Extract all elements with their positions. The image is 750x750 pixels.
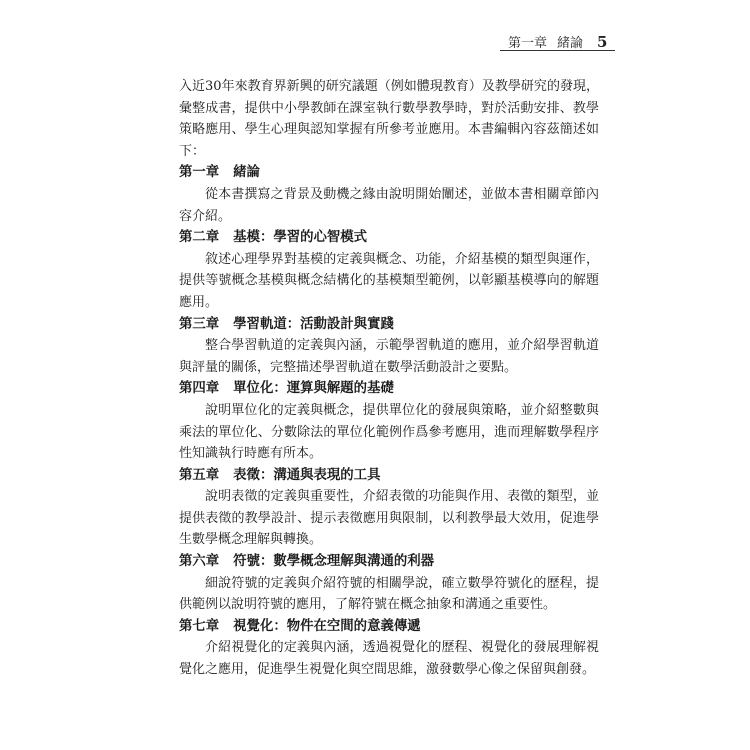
chapter-description: 介紹視覺化的定義與內涵，透過視覺化的歷程、視覺化的發展理解視覺化之應用，促進學生視覺化與空間思維，激發數學心像之保留與創發。 bbox=[179, 640, 599, 678]
chapter-heading bbox=[179, 314, 599, 336]
chapter-entry bbox=[179, 616, 599, 681]
chapter-title: 基模：學習的心智模式 bbox=[233, 229, 368, 246]
chapter-heading bbox=[179, 227, 599, 249]
chapter-description: 說明單位化的定義與概念，提供單位化的發展與策略，並介紹整數與乘法的單位化、分數除法的單位化範例作爲參考應用，進而理解數學程序性知識執行時應有所本。 bbox=[179, 402, 599, 462]
chapter-entry bbox=[179, 314, 599, 379]
chapter-entry bbox=[179, 227, 599, 313]
chapter-description: 敘述心理學界對基模的定義與概念、功能，介紹基模的類型與運作，提供等號概念基模與概念結構化的基模類型範例，以彰顯基模導向的解題應用。 bbox=[179, 251, 599, 310]
page-body bbox=[179, 76, 599, 681]
chapter-number: 第七章 bbox=[179, 617, 220, 634]
chapter-number: 第四章 bbox=[179, 380, 220, 397]
chapter-description: 從本書撰寫之背景及動機之緣由說明開始闡述，並做本書相關章節內容介紹。 bbox=[179, 186, 599, 224]
chapter-title: 視覺化：物件在空間的意義傳遞 bbox=[233, 617, 421, 634]
chapter-heading bbox=[179, 162, 599, 184]
chapter-title: 符號：數學概念理解與溝通的利器 bbox=[233, 553, 435, 570]
chapter-number: 第二章 bbox=[179, 229, 220, 246]
chapter-description: 整合學習軌道的定義與內涵，示範學習軌道的應用，並介紹學習軌道與評量的關係，完整描述學習軌道在數學活動設計之要點。 bbox=[179, 338, 599, 375]
chapter-number: 第六章 bbox=[179, 553, 220, 570]
intro-paragraph: 入近30年來教育界新興的研究議題（例如體現教育）及教學研究的發現，彙整成書，提供中小學教師在課室執行數學教學時，對於活動安排、教學策略應用、學生心理與認知掌握有所參考並應用。本書編輯內容茲簡述如下： bbox=[179, 79, 599, 159]
running-head bbox=[508, 32, 607, 51]
chapter-number: 第五章 bbox=[179, 466, 220, 483]
chapter-description: 細說符號的定義與介紹符號的相關學說，確立數學符號化的歷程，提供範例以說明符號的應用，了解符號在概念抽象和溝通之重要性。 bbox=[179, 575, 599, 613]
chapter-title: 單位化：運算與解題的基礎 bbox=[233, 380, 394, 397]
running-head-chapter: 第一章 bbox=[508, 36, 548, 51]
chapter-entry bbox=[179, 162, 599, 227]
page-number: 5 bbox=[597, 33, 608, 51]
chapter-title: 表徵：溝通與表現的工具 bbox=[233, 466, 381, 483]
chapter-title: 緒論 bbox=[233, 164, 260, 181]
chapter-entry bbox=[179, 378, 599, 464]
running-head-title: 緒論 bbox=[557, 36, 584, 51]
chapter-heading bbox=[179, 616, 599, 638]
chapter-description: 說明表徵的定義與重要性，介紹表徵的功能與作用、表徵的類型，並提供表徵的教學設計、提示表徵應用與限制，以利教學最大效用，促進學生數學概念理解與轉換。 bbox=[179, 489, 599, 548]
chapter-heading bbox=[179, 378, 599, 400]
chapter-number: 第三章 bbox=[179, 315, 220, 332]
chapter-entry bbox=[179, 465, 599, 551]
chapter-number: 第一章 bbox=[179, 164, 220, 181]
chapter-heading bbox=[179, 551, 599, 573]
chapter-heading bbox=[179, 465, 599, 487]
chapter-entry bbox=[179, 551, 599, 616]
chapter-title: 學習軌道：活動設計與實踐 bbox=[233, 315, 394, 332]
